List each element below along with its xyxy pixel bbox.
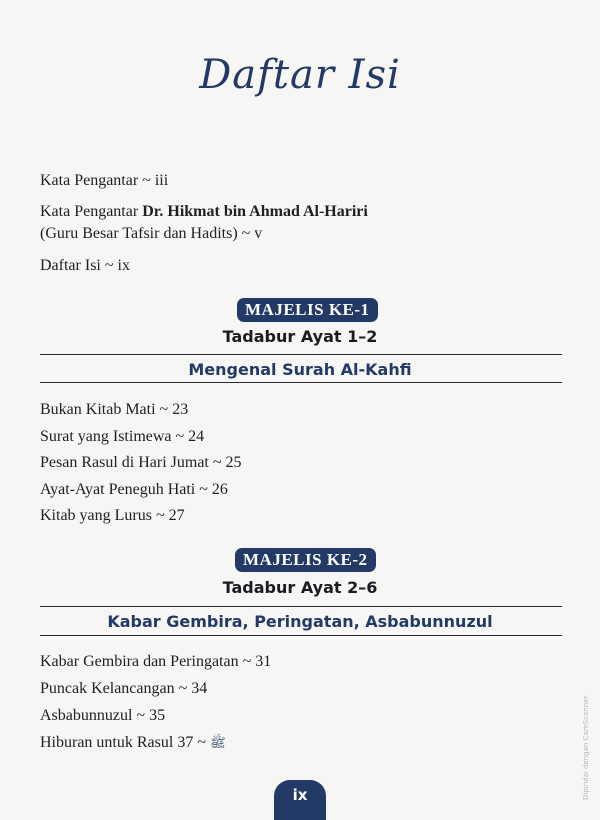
toc-entry-text: Hiburan untuk Rasul [40, 734, 178, 751]
author-name: Dr. Hikmat bin Ahmad Al-Hariri [142, 203, 368, 220]
toc-entry: Bukan Kitab Mati ~ 23 [40, 401, 189, 418]
toc-entry: Asbabunnuzul ~ 35 [40, 707, 166, 724]
toc-entry: Pesan Rasul di Hari Jumat ~ 25 [40, 454, 242, 471]
salawat-glyph-icon: ﷺ [209, 735, 226, 750]
page-title: Daftar Isi [199, 52, 401, 98]
toc-entry-page: ~ 37 [177, 734, 210, 751]
toc-entry: Daftar Isi ~ ix [40, 257, 130, 274]
divider-line [40, 635, 562, 636]
toc-entry-prefix: Kata Pengantar [40, 203, 143, 220]
toc-entry: Kitab yang Lurus ~ 27 [40, 507, 185, 524]
scanner-watermark [570, 672, 600, 812]
watermark-text: Dipindai dengan CamScanner [582, 695, 590, 800]
toc-entry: Kabar Gembira dan Peringatan ~ 31 [40, 653, 272, 670]
toc-entry-foreword [40, 201, 368, 223]
page-number: ix [274, 780, 326, 820]
majelis-badge: MAJELIS KE-2 [235, 548, 376, 572]
divider-line [40, 606, 562, 607]
divider-line [40, 354, 562, 355]
majelis-subtitle: Tadabur Ayat 1–2 [222, 327, 378, 346]
section-title: Mengenal Surah Al-Kahfi [188, 360, 412, 379]
divider-line [40, 382, 562, 383]
toc-entry-foreword-line2: (Guru Besar Tafsir dan Hadits) ~ v [40, 225, 263, 242]
section-title: Kabar Gembira, Peringatan, Asbabunnuzul [107, 612, 493, 631]
majelis-subtitle: Tadabur Ayat 2–6 [222, 578, 378, 597]
majelis-badge: MAJELIS KE-1 [237, 298, 378, 322]
toc-entry [40, 732, 226, 754]
toc-entry: Kata Pengantar ~ iii [40, 172, 169, 189]
toc-entry: Puncak Kelancangan ~ 34 [40, 680, 208, 697]
toc-entry: Ayat-Ayat Peneguh Hati ~ 26 [40, 481, 228, 498]
toc-entry: Surat yang Istimewa ~ 24 [40, 428, 205, 445]
